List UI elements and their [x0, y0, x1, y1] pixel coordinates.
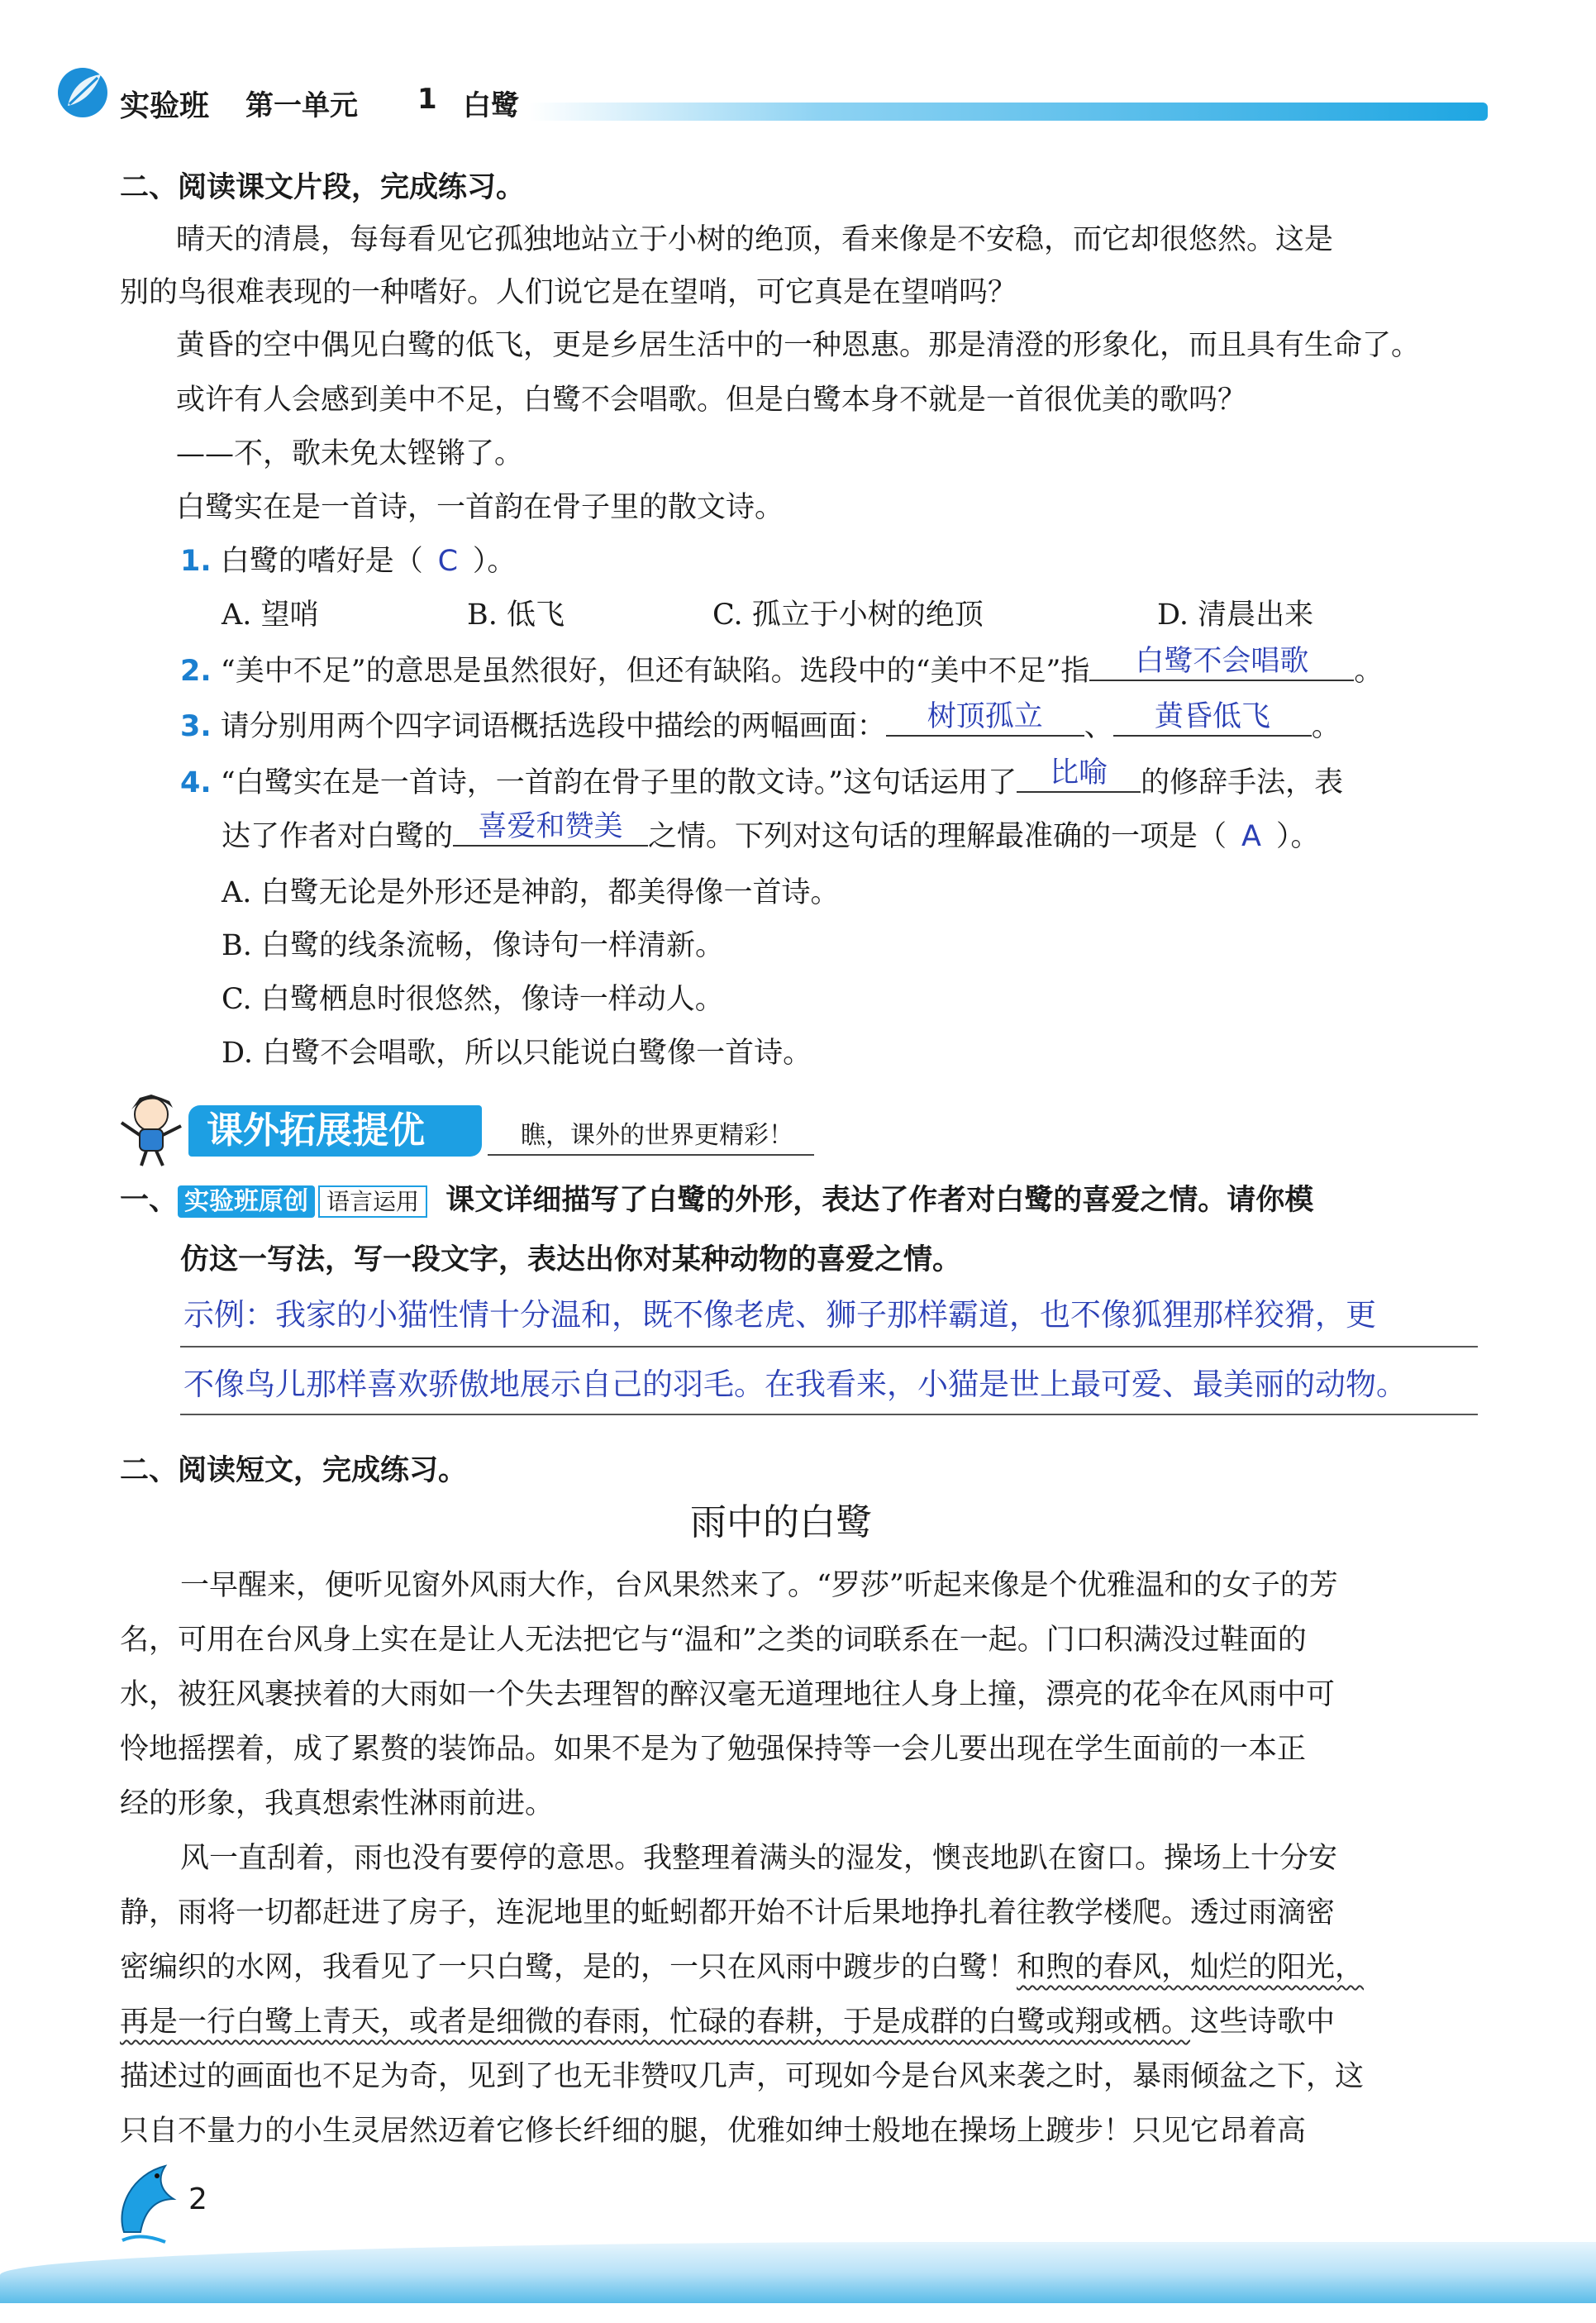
header-brand: 实验班	[120, 89, 210, 123]
question-text: 达了作者对白鹭的	[222, 820, 454, 853]
banner-subtitle: 瞧，课外的世界更精彩！	[521, 1121, 793, 1150]
question-number: 4.	[180, 766, 212, 799]
question-4-line-2	[222, 810, 1320, 856]
leaf-logo-icon	[56, 66, 109, 119]
article-line: 水，被狂风裹挟着的大雨如一个失去理智的醉汉毫无道理地往人身上撞，漂亮的花伞在风雨中可	[120, 1678, 1336, 1711]
answer-choice: C	[437, 545, 459, 578]
task-text-line-2: 仿这一写法，写一段文字，表达出你对某种动物的喜爱之情。	[180, 1243, 962, 1276]
section-heading-reading-excerpt: 二、阅读课文片段，完成练习。	[120, 171, 526, 204]
option-b: B. 白鹭的线条流畅，像诗句一样清新。	[222, 929, 724, 962]
option-d: D. 清晨出来	[1157, 599, 1314, 632]
answer-blank-rhetoric: 比喻	[1017, 755, 1141, 793]
banner-title: 课外拓展提优	[207, 1109, 425, 1152]
header-unit: 第一单元	[245, 89, 358, 122]
underlined-text: 和煦的春风，灿烂的阳光，	[1017, 1951, 1365, 1984]
question-text-end: ）。	[472, 545, 517, 578]
header-bar	[529, 103, 1488, 121]
question-text-end: ）。	[1276, 820, 1320, 853]
question-1	[180, 543, 516, 580]
answer-rule-2	[180, 1414, 1478, 1415]
passage-line: 别的鸟很难表现的一种嗜好。人们说它是在望哨，可它真是在望哨吗？	[120, 276, 1017, 309]
question-text: “美中不足”的意思是虽然很好，但还有缺陷。选段中的“美中不足”指	[220, 655, 1090, 688]
question-4	[180, 756, 1344, 803]
question-number: 2.	[180, 655, 212, 688]
section-heading-short-reading: 二、阅读短文，完成练习。	[120, 1454, 468, 1487]
answer-blank-feeling: 喜爱和赞美	[453, 809, 648, 847]
option-d: D. 白鹭不会唱歌，所以只能说白鹭像一首诗。	[222, 1037, 812, 1070]
article-line	[120, 1949, 1364, 1986]
passage-line: 白鹭实在是一首诗，一首韵在骨子里的散文诗。	[176, 491, 784, 524]
question-text: 的修辞手法，表	[1141, 766, 1344, 799]
banner-underline	[488, 1154, 814, 1156]
answer-blank-1: 树顶孤立	[886, 699, 1084, 737]
question-text: 之情。下列对这句话的理解最准确的一项是（	[648, 820, 1227, 853]
answer-choice: A	[1241, 820, 1261, 853]
page-number: 2	[188, 2182, 207, 2216]
article-line: 风一直刮着，雨也没有要停的意思。我整理着满头的湿发，懊丧地趴在窗口。操场上十分安	[180, 1842, 1338, 1875]
footer-wave	[0, 2242, 1596, 2303]
written-answer-line: 示例：我家的小猫性情十分温和，既不像老虎、狮子那样霸道，也不像狐狸那样狡猾，更	[183, 1297, 1376, 1333]
article-line: 静，雨将一切都赶进了房子，连泥地里的蚯蚓都开始不计后果地挣扎着往教学楼爬。透过雨滴密	[120, 1896, 1336, 1929]
option-a: A. 白鹭无论是外形还是神韵，都美得像一首诗。	[222, 876, 840, 909]
passage-line: 或许有人会感到美中不足，白鹭不会唱歌。但是白鹭本身不就是一首很优美的歌吗？	[176, 384, 1247, 417]
written-answer-line: 不像鸟儿那样喜欢骄傲地展示自己的羽毛。在我看来，小猫是世上最可爱、最美丽的动物。	[183, 1367, 1407, 1402]
underlined-text: 再是一行白鹭上青天，或者是细微的春雨，忙碌的春耕，于是成群的白鹭或翔或栖。	[120, 2006, 1191, 2039]
original-tag: 实验班原创	[178, 1185, 315, 1218]
answer-blank: 白鹭不会唱歌	[1089, 643, 1354, 681]
answer-rule-1	[180, 1346, 1478, 1348]
question-text: 请分别用两个四字词语概括选段中描绘的两幅画面：	[220, 710, 886, 743]
option-c: C. 白鹭栖息时很悠然，像诗一样动人。	[222, 983, 724, 1016]
header-lesson-title: 白鹭	[463, 89, 519, 122]
option-b: B. 低飞	[467, 599, 565, 632]
option-c: C. 孤立于小树的绝顶	[712, 599, 984, 632]
header-lesson-number: 1	[417, 83, 437, 116]
article-line: 描述过的画面也不足为奇，见到了也无非赞叹几声，可现如今是台风来袭之时，暴雨倾盆之下，这	[120, 2060, 1365, 2093]
question-text: “白鹭实在是一首诗，一首韵在骨子里的散文诗。”这句话运用了	[220, 766, 1017, 799]
question-text-end: 。	[1311, 710, 1341, 743]
article-line: 名，可用在台风身上实在是让人无法把它与“温和”之类的词联系在一起。门口积满没过鞋面的	[120, 1624, 1307, 1657]
writing-task	[120, 1182, 1313, 1220]
article-title: 雨中的白鹭	[690, 1501, 872, 1543]
question-text-end: 。	[1354, 655, 1384, 688]
question-number: 3.	[180, 710, 212, 743]
article-text: 这些诗歌中	[1190, 2006, 1336, 2039]
passage-line: 黄昏的空中偶见白鹭的低飞，更是乡居生活中的一种恩惠。那是清澄的形象化，而且具有生命了。	[176, 329, 1421, 362]
dolphin-icon	[107, 2158, 190, 2249]
task-prefix: 一、	[120, 1184, 179, 1217]
question-text: 白鹭的嗜好是（	[220, 545, 423, 578]
article-line: 怜地摇摆着，成了累赘的装饰品。如果不是为了勉强保持等一会儿要出现在学生面前的一本正	[120, 1733, 1307, 1766]
separator: 、	[1084, 710, 1113, 743]
article-line	[120, 2004, 1335, 2040]
skill-tag: 语言运用	[318, 1185, 427, 1218]
passage-line: ——不，歌未免太铿锵了。	[176, 437, 524, 470]
boy-mascot-icon	[112, 1090, 190, 1168]
question-2	[180, 645, 1384, 691]
article-line: 只自不量力的小生灵居然迈着它修长纤细的腿，优雅如绅士般地在操场上踱步！只见它昂着高	[120, 2115, 1307, 2148]
answer-blank-2: 黄昏低飞	[1113, 699, 1312, 737]
question-3	[180, 700, 1341, 747]
article-line: 经的形象，我真想索性淋雨前进。	[120, 1787, 555, 1820]
article-line: 一早醒来，便听见窗外风雨大作，台风果然来了。“罗莎”听起来像是个优雅温和的女子的芳	[180, 1569, 1338, 1602]
passage-line: 晴天的清晨，每每看见它孤独地站立于小树的绝顶，看来像是不安稳，而它却很悠然。这是	[176, 223, 1334, 256]
option-a: A. 望哨	[222, 599, 319, 632]
question-number: 1.	[180, 545, 212, 578]
article-text: 密编织的水网，我看见了一只白鹭，是的，一只在风雨中踱步的白鹭！	[120, 1951, 1017, 1984]
task-text: 课文详细描写了白鹭的外形，表达了作者对白鹭的喜爱之情。请你模	[445, 1184, 1314, 1217]
